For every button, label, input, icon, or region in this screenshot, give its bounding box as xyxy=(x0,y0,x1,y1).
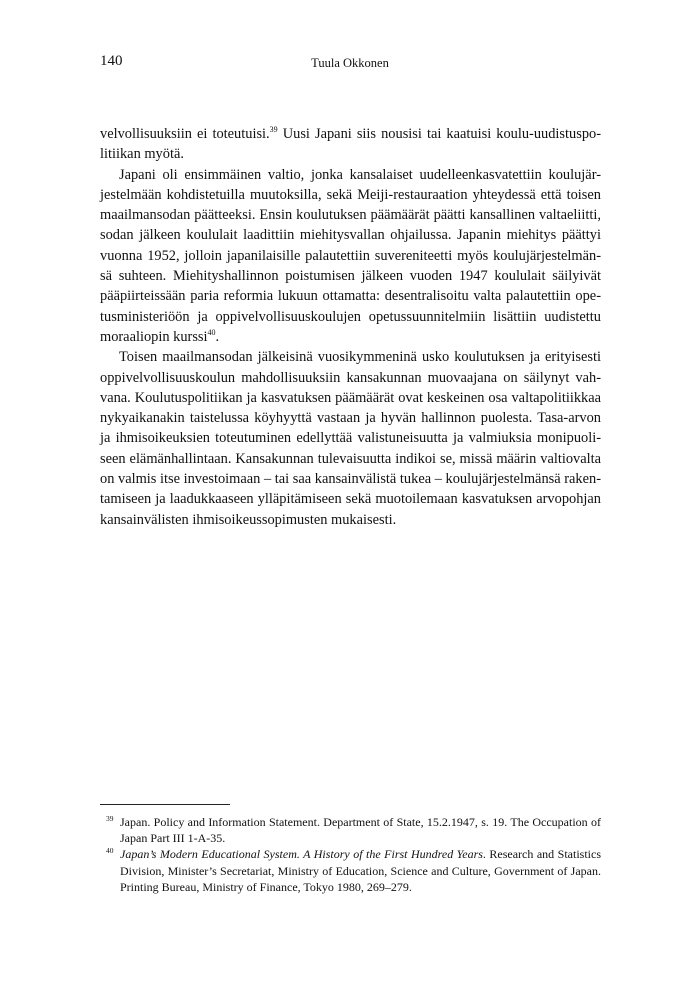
footnotes xyxy=(100,814,601,895)
footnote-39 xyxy=(100,814,601,846)
footnote-text: . Research and Statistics Division, Minister’s Secretariat, Ministry of Education, Science and Culture, Government of Japan. Printing Bureau, Ministry of Finance, Tokyo 1980, 269–279. xyxy=(120,847,602,894)
footnote-number: 40 xyxy=(106,846,114,856)
page-number: 140 xyxy=(100,53,123,69)
paragraph-2 xyxy=(100,165,601,348)
footnote-40 xyxy=(100,846,601,895)
footnote-divider xyxy=(100,804,230,805)
paragraph-2-text-b: . xyxy=(215,328,220,345)
footnote-text: Japan. Policy and Information Statement. Department of State, 15.2.1947, s. 19. The Occupation of Japan Part III 1-A-35. xyxy=(120,815,601,846)
footnote-ref-40[interactable]: 40 xyxy=(207,328,216,338)
paragraph-1 xyxy=(100,124,601,165)
paragraph-1-text-b: Uusi Japani siis nousisi tai kaatuisi koulu-uudistuspo-litiikan myötä. xyxy=(100,126,601,163)
paragraph-1-text-a: velvollisuuksiin ei toteutuisi. xyxy=(100,126,270,142)
footnote-ref-39[interactable]: 39 xyxy=(269,125,278,135)
paragraph-2-text-a: Japani oli ensimmäinen valtio, jonka kansalaiset uudelleenkasvatettiin koulujär-jestelmään kohdistetuilla muutoksilla, sekä Meiji-restauraation yhteydessä että toisen maailmansodan päätteeksi. Ensin koulutuksen päämäärät päätti kansallinen valtaeliitti, sodan jälkeen koululait laadittiin miehitysvallan ohjailussa. Japanin miehitys päättyi vuonna 1952, jolloin japanilaisille palautettiin suvereniteetti myös koulujärjestelmän-sä suhteen. Miehityshallinnon poistumisen jälkeen vuoden 1947 koululait säilyivät pääpiirteissään paria reformia lukuun ottamatta: desentralisoitu valta palautettiin ope-tusministeriöön ja oppivelvollisuuskoulujen opetussuunnitelmiin lisättiin uudistettu moraaliopin kurssi xyxy=(100,166,601,345)
footnote-title: Japan’s Modern Educational System. A History of the First Hundred Years xyxy=(120,847,483,862)
paragraph-3: Toisen maailmansodan jälkeisinä vuosikymmeninä usko koulutuksen ja erityisesti oppivelvollisuuskoulun mahdollisuuksiin kansakunnan muovaajana on säilynyt vah-vana. Koulutuspolitiikan ja kasvatuksen päämäärät ovat keskeinen osa valtapolitiikkaa nykyaikanakin taistelussa köyhyyttä vastaan ja hyvän hallinnon puolesta. Tasa-arvon ja ihmisoikeuksien toteutuminen edellyttää valistuneisuutta ja valmiuksia monipuoli-seen elämänhallintaan. Kansakunnan tulevaisuutta indikoi se, missä määrin valtiovalta on valmis itse investoimaan – tai saa kansainvälistä tukea – koulujärjestelmänsä raken-tamiseen ja laadukkaaseen ylläpitämiseen sekä muotoilemaan kasvatuksen arvopohjan kansainvälisten ihmisoikeussopimusten mukaisesti. xyxy=(100,349,601,528)
body-text xyxy=(100,124,601,530)
running-head: Tuula Okkonen xyxy=(311,56,389,70)
footnote-number: 39 xyxy=(106,814,114,823)
